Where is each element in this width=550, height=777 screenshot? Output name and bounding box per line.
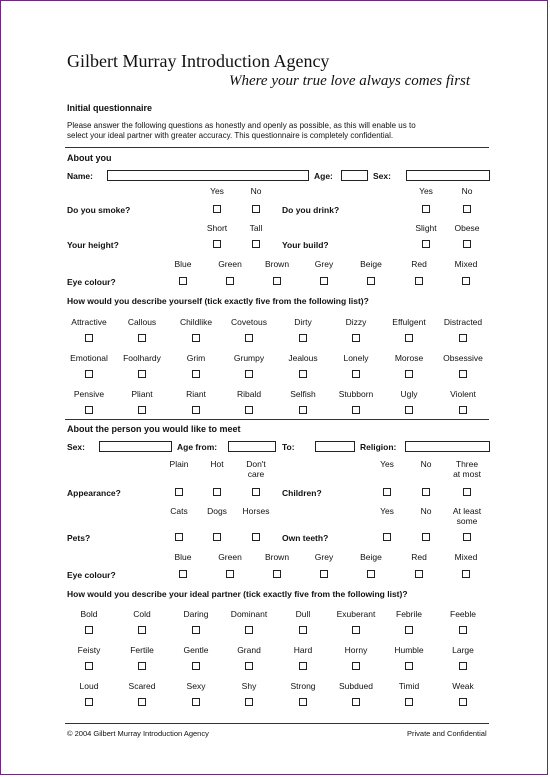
partner-trait-cold-checkbox[interactable] <box>138 626 146 634</box>
self-trait-label: Lonely <box>343 353 369 363</box>
children-three-header-2: at most <box>453 469 481 479</box>
build-slight-checkbox[interactable] <box>422 240 430 248</box>
pets-cats-checkbox[interactable] <box>175 533 183 541</box>
self-trait-riant-checkbox[interactable] <box>192 406 200 414</box>
appearance-dont-care-header-2: care <box>247 469 265 479</box>
build-label: Your build? <box>282 240 329 250</box>
partner-trait-hard-checkbox[interactable] <box>299 662 307 670</box>
children-no-header: No <box>420 459 432 469</box>
partner-trait-label: Horny <box>344 645 368 655</box>
children-yes-header: Yes <box>380 459 394 469</box>
religion-field[interactable] <box>405 441 490 452</box>
self-trait-label: Riant <box>186 389 206 399</box>
self-trait-ugly-checkbox[interactable] <box>405 406 413 414</box>
partner-eye-colour-grey-checkbox[interactable] <box>320 570 328 578</box>
section-divider <box>65 147 489 148</box>
intro-line-1: Please answer the following questions as honestly and openly as possible, as this will enable us to <box>67 121 416 130</box>
self-trait-dizzy-checkbox[interactable] <box>352 334 360 342</box>
partner-trait-label: Shy <box>241 681 257 691</box>
partner-trait-label: Dull <box>295 609 311 619</box>
partner-heading: About the person you would like to meet <box>67 424 241 434</box>
partner-trait-subdued-checkbox[interactable] <box>352 698 360 706</box>
describe-partner-label: How would you describe your ideal partner (tick exactly five from the following list)? <box>67 589 408 599</box>
partner-eye-colour-brown-checkbox[interactable] <box>273 570 281 578</box>
eye-colour-option-label: Mixed <box>454 259 478 269</box>
eye-colour-grey-checkbox[interactable] <box>320 277 328 285</box>
partner-trait-exuberant-checkbox[interactable] <box>352 626 360 634</box>
partner-eye-colour-option-label: Blue <box>174 552 192 562</box>
eye-colour-red-checkbox[interactable] <box>415 277 423 285</box>
self-trait-effulgent-checkbox[interactable] <box>405 334 413 342</box>
drink-no-checkbox[interactable] <box>463 205 471 213</box>
intro-line-2: select your ideal partner with greater accuracy. This questionnaire is completely confidential. <box>67 131 394 140</box>
self-trait-label: Ugly <box>400 389 418 399</box>
age-from-label: Age from: <box>177 442 218 452</box>
partner-trait-label: Exuberant <box>336 609 376 619</box>
children-label: Children? <box>282 488 322 498</box>
partner-trait-label: Daring <box>183 609 209 619</box>
self-trait-label: Selfish <box>290 389 316 399</box>
sex-field[interactable] <box>406 170 490 181</box>
teeth-yes-header: Yes <box>380 506 394 516</box>
self-trait-childlike-checkbox[interactable] <box>192 334 200 342</box>
height-tall-header: Tall <box>249 223 263 233</box>
teeth-no-header: No <box>420 506 432 516</box>
teeth-atleast-checkbox[interactable] <box>463 533 471 541</box>
self-trait-label: Covetous <box>231 317 267 327</box>
self-trait-label: Grim <box>186 353 206 363</box>
pets-cats-header: Cats <box>170 506 188 516</box>
appearance-plain-header: Plain <box>169 459 189 469</box>
eye-colour-brown-checkbox[interactable] <box>273 277 281 285</box>
partner-eye-colour-option-label: Red <box>411 552 427 562</box>
self-trait-stubborn-checkbox[interactable] <box>352 406 360 414</box>
smoke-no-checkbox[interactable] <box>252 205 260 213</box>
partner-eye-colour-option-label: Green <box>218 552 242 562</box>
own-teeth-label: Own teeth? <box>282 533 329 543</box>
self-trait-distracted-checkbox[interactable] <box>459 334 467 342</box>
partner-trait-bold-checkbox[interactable] <box>85 626 93 634</box>
eye-colour-option-label: Brown <box>264 259 290 269</box>
partner-eye-colour-option-label: Grey <box>314 552 334 562</box>
partner-trait-scared-checkbox[interactable] <box>138 698 146 706</box>
drink-label: Do you drink? <box>282 205 340 215</box>
drink-no-header: No <box>461 186 473 196</box>
partner-trait-timid-checkbox[interactable] <box>405 698 413 706</box>
about-you-heading: About you <box>67 153 112 163</box>
footer-divider <box>65 723 489 724</box>
self-trait-foolhardy-checkbox[interactable] <box>138 370 146 378</box>
height-tall-checkbox[interactable] <box>252 240 260 248</box>
partner-trait-gentle-checkbox[interactable] <box>192 662 200 670</box>
pets-dogs-checkbox[interactable] <box>213 533 221 541</box>
self-trait-dirty-checkbox[interactable] <box>299 334 307 342</box>
partner-eye-colour-red-checkbox[interactable] <box>415 570 423 578</box>
eye-colour-option-label: Green <box>218 259 242 269</box>
partner-trait-fertile-checkbox[interactable] <box>138 662 146 670</box>
partner-eye-colour-option-label: Mixed <box>454 552 478 562</box>
appearance-dont-care-header-1: Don't <box>246 459 266 469</box>
name-field[interactable] <box>107 170 309 181</box>
self-trait-emotional-checkbox[interactable] <box>85 370 93 378</box>
partner-trait-label: Cold <box>133 609 151 619</box>
partner-trait-label: Hard <box>293 645 313 655</box>
partner-eye-colour-option-label: Beige <box>360 552 382 562</box>
smoke-no-header: No <box>250 186 262 196</box>
self-trait-covetous-checkbox[interactable] <box>245 334 253 342</box>
self-trait-label: Emotional <box>70 353 108 363</box>
partner-trait-daring-checkbox[interactable] <box>192 626 200 634</box>
build-slight-header: Slight <box>415 223 437 233</box>
self-trait-label: Grumpy <box>233 353 265 363</box>
partner-trait-label: Strong <box>290 681 316 691</box>
children-three-checkbox[interactable] <box>463 488 471 496</box>
self-trait-attractive-checkbox[interactable] <box>85 334 93 342</box>
footer-note: Private and Confidential <box>407 729 487 738</box>
self-trait-label: Pliant <box>131 389 153 399</box>
self-trait-label: Childlike <box>179 317 213 327</box>
partner-trait-strong-checkbox[interactable] <box>299 698 307 706</box>
partner-trait-febrile-checkbox[interactable] <box>405 626 413 634</box>
teeth-atleast-header-2: some <box>456 516 478 526</box>
agency-name: Gilbert Murray Introduction Agency <box>67 51 330 71</box>
smoke-yes-header: Yes <box>210 186 224 196</box>
partner-trait-label: Feisty <box>77 645 101 655</box>
build-obese-checkbox[interactable] <box>463 240 471 248</box>
appearance-label: Appearance? <box>67 488 121 498</box>
eye-colour-option-label: Blue <box>174 259 192 269</box>
partner-trait-label: Large <box>452 645 474 655</box>
eye-colour-label: Eye colour? <box>67 277 116 287</box>
partner-trait-loud-checkbox[interactable] <box>85 698 93 706</box>
partner-trait-horny-checkbox[interactable] <box>352 662 360 670</box>
self-trait-label: Jealous <box>288 353 318 363</box>
self-trait-lonely-checkbox[interactable] <box>352 370 360 378</box>
partner-sex-field[interactable] <box>99 441 172 452</box>
partner-eye-colour-option-label: Brown <box>264 552 290 562</box>
appearance-plain-checkbox[interactable] <box>175 488 183 496</box>
appearance-hot-checkbox[interactable] <box>213 488 221 496</box>
partner-trait-label: Timid <box>398 681 420 691</box>
teeth-atleast-header-1: At least <box>452 506 482 516</box>
self-trait-pliant-checkbox[interactable] <box>138 406 146 414</box>
describe-yourself-label: How would you describe yourself (tick exactly five from the following list)? <box>67 296 369 306</box>
self-trait-label: Violent <box>450 389 476 399</box>
partner-trait-label: Fertile <box>130 645 154 655</box>
partner-trait-label: Grand <box>237 645 261 655</box>
partner-eye-colour-green-checkbox[interactable] <box>226 570 234 578</box>
partner-eye-colour-blue-checkbox[interactable] <box>179 570 187 578</box>
self-trait-label: Ribald <box>236 389 262 399</box>
pets-dogs-header: Dogs <box>207 506 227 516</box>
appearance-hot-header: Hot <box>210 459 224 469</box>
self-trait-label: Foolhardy <box>123 353 161 363</box>
partner-trait-label: Febrile <box>396 609 422 619</box>
teeth-no-checkbox[interactable] <box>422 533 430 541</box>
children-no-checkbox[interactable] <box>422 488 430 496</box>
self-trait-selfish-checkbox[interactable] <box>299 406 307 414</box>
partner-trait-feeble-checkbox[interactable] <box>459 626 467 634</box>
religion-label: Religion: <box>360 442 397 452</box>
smoke-label: Do you smoke? <box>67 205 131 215</box>
agency-tagline: Where your true love always comes first <box>229 73 471 89</box>
questionnaire-title: Initial questionnaire <box>67 103 153 113</box>
footer-copyright: © 2004 Gilbert Murray Introduction Agency <box>67 729 209 738</box>
self-trait-label: Morose <box>394 353 424 363</box>
partner-trait-weak-checkbox[interactable] <box>459 698 467 706</box>
partner-trait-label: Dominant <box>230 609 268 619</box>
eye-colour-blue-checkbox[interactable] <box>179 277 187 285</box>
self-trait-label: Callous <box>127 317 157 327</box>
partner-eye-colour-beige-checkbox[interactable] <box>367 570 375 578</box>
children-yes-checkbox[interactable] <box>383 488 391 496</box>
self-trait-label: Pensive <box>73 389 105 399</box>
partner-trait-large-checkbox[interactable] <box>459 662 467 670</box>
partner-trait-label: Bold <box>80 609 98 619</box>
eye-colour-green-checkbox[interactable] <box>226 277 234 285</box>
eye-colour-option-label: Beige <box>360 259 382 269</box>
self-trait-grim-checkbox[interactable] <box>192 370 200 378</box>
age-from-field[interactable] <box>228 441 276 452</box>
eye-colour-option-label: Red <box>411 259 427 269</box>
height-label: Your height? <box>67 240 119 250</box>
self-trait-grumpy-checkbox[interactable] <box>245 370 253 378</box>
self-trait-callous-checkbox[interactable] <box>138 334 146 342</box>
smoke-yes-checkbox[interactable] <box>213 205 221 213</box>
section-divider <box>65 419 489 420</box>
partner-trait-humble-checkbox[interactable] <box>405 662 413 670</box>
self-trait-label: Attractive <box>71 317 107 327</box>
partner-trait-sexy-checkbox[interactable] <box>192 698 200 706</box>
partner-trait-label: Sexy <box>186 681 206 691</box>
self-trait-label: Dirty <box>294 317 312 327</box>
partner-trait-label: Feeble <box>450 609 476 619</box>
self-trait-label: Stubborn <box>338 389 374 399</box>
partner-trait-grand-checkbox[interactable] <box>245 662 253 670</box>
teeth-yes-checkbox[interactable] <box>383 533 391 541</box>
self-trait-label: Distracted <box>443 317 483 327</box>
pets-horses-header: Horses <box>242 506 270 516</box>
partner-trait-label: Humble <box>394 645 424 655</box>
self-trait-violent-checkbox[interactable] <box>459 406 467 414</box>
partner-sex-label: Sex: <box>67 442 85 452</box>
eye-colour-mixed-checkbox[interactable] <box>462 277 470 285</box>
age-field[interactable] <box>341 170 368 181</box>
partner-trait-label: Subdued <box>338 681 374 691</box>
self-trait-label: Obsessive <box>443 353 483 363</box>
age-to-label: To: <box>282 442 295 452</box>
age-label: Age: <box>314 171 333 181</box>
eye-colour-option-label: Grey <box>314 259 334 269</box>
partner-eye-colour-mixed-checkbox[interactable] <box>462 570 470 578</box>
age-to-field[interactable] <box>315 441 355 452</box>
appearance-dont-care-checkbox[interactable] <box>252 488 260 496</box>
sex-label: Sex: <box>373 171 391 181</box>
children-three-header-1: Three <box>455 459 479 469</box>
partner-trait-label: Weak <box>452 681 474 691</box>
self-trait-label: Dizzy <box>345 317 367 327</box>
self-trait-jealous-checkbox[interactable] <box>299 370 307 378</box>
height-short-checkbox[interactable] <box>213 240 221 248</box>
drink-yes-header: Yes <box>419 186 433 196</box>
partner-trait-shy-checkbox[interactable] <box>245 698 253 706</box>
build-obese-header: Obese <box>454 223 480 233</box>
partner-trait-dull-checkbox[interactable] <box>299 626 307 634</box>
height-short-header: Short <box>206 223 228 233</box>
self-trait-obsessive-checkbox[interactable] <box>459 370 467 378</box>
partner-trait-label: Loud <box>79 681 99 691</box>
self-trait-pensive-checkbox[interactable] <box>85 406 93 414</box>
drink-yes-checkbox[interactable] <box>422 205 430 213</box>
partner-trait-feisty-checkbox[interactable] <box>85 662 93 670</box>
self-trait-label: Effulgent <box>392 317 426 327</box>
partner-eye-colour-label: Eye colour? <box>67 570 116 580</box>
name-label: Name: <box>67 171 93 181</box>
self-trait-ribald-checkbox[interactable] <box>245 406 253 414</box>
pets-horses-checkbox[interactable] <box>252 533 260 541</box>
partner-trait-label: Gentle <box>183 645 209 655</box>
self-trait-morose-checkbox[interactable] <box>405 370 413 378</box>
pets-label: Pets? <box>67 533 91 543</box>
partner-trait-dominant-checkbox[interactable] <box>245 626 253 634</box>
partner-trait-label: Scared <box>128 681 156 691</box>
eye-colour-beige-checkbox[interactable] <box>367 277 375 285</box>
